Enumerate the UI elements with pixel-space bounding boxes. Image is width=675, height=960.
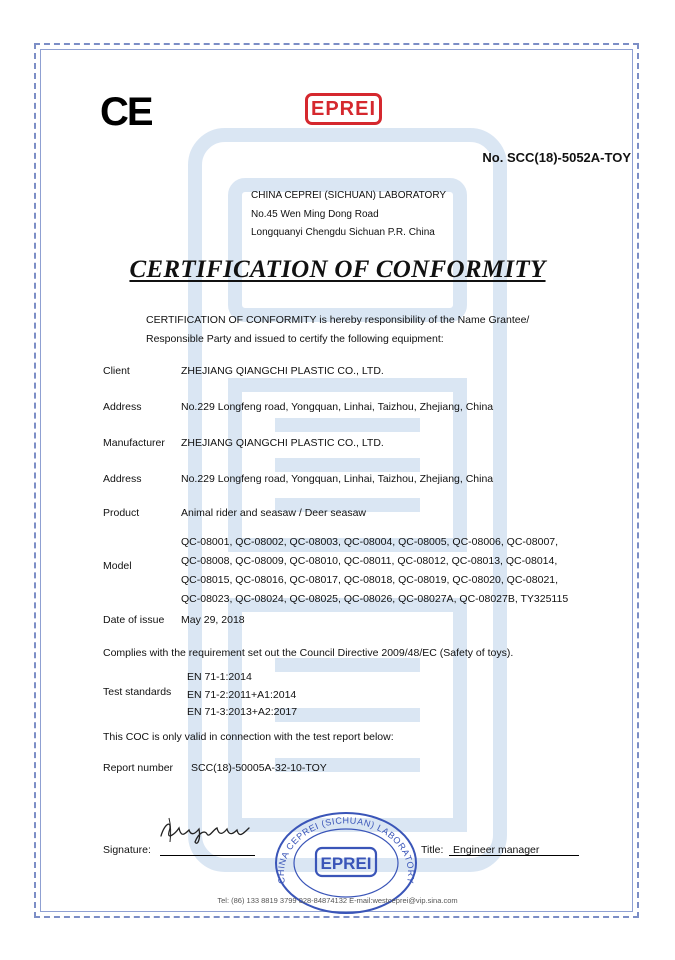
stamp-ring-text: CHINA CEPREI (SICHUAN) LABORATORY bbox=[275, 815, 417, 885]
validity-statement: This COC is only valid in connection with the test report below: bbox=[103, 731, 394, 743]
title-label: Title: bbox=[421, 844, 444, 856]
date-value: May 29, 2018 bbox=[181, 614, 245, 626]
handwritten-signature bbox=[155, 812, 255, 850]
intro-line: CERTIFICATION OF CONFORMITY is hereby responsibility of the Name Grantee/ bbox=[146, 314, 530, 326]
lab-line: No.45 Wen Ming Dong Road bbox=[251, 208, 379, 220]
standard-item: EN 71-2:2011+A1:2014 bbox=[187, 688, 297, 701]
ce-mark: CE bbox=[100, 90, 152, 134]
model-list bbox=[181, 533, 568, 609]
laboratory-address bbox=[251, 187, 446, 243]
compliance-statement: Complies with the requirement set out the Council Directive 2009/48/EC (Safety of toys). bbox=[103, 647, 514, 659]
report-number-label: Report number bbox=[103, 762, 174, 774]
address-value: No.229 Longfeng road, Yongquan, Linhai, Taizhou, Zhejiang, China bbox=[181, 401, 494, 413]
stamp-center-text: EPREI bbox=[320, 854, 372, 873]
product-label: Product bbox=[103, 507, 140, 519]
date-label: Date of issue bbox=[103, 614, 165, 626]
standard-item: EN 71-3:2013+A2:2017 bbox=[187, 706, 298, 718]
lab-line: Longquanyi Chengdu Sichuan P.R. China bbox=[251, 227, 435, 238]
client-value: ZHEJIANG QIANGCHI PLASTIC CO., LTD. bbox=[181, 365, 384, 377]
signature-label: Signature: bbox=[103, 844, 151, 856]
certificate-number: No. SCC(18)-5052A-TOY bbox=[482, 150, 631, 165]
standard-item: EN 71-1:2014 bbox=[187, 671, 252, 683]
model-line: QC-08001, QC-08002, QC-08003, QC-08004, QC-08005, QC-08006, QC-08007, bbox=[181, 536, 559, 548]
intro-text bbox=[146, 311, 529, 348]
model-line: QC-08015, QC-08016, QC-08017, QC-08018, QC-08019, QC-08020, QC-08021, bbox=[181, 574, 559, 586]
title-value: Engineer manager bbox=[453, 844, 540, 856]
test-standards-list bbox=[187, 669, 297, 722]
ceprei-logo: EPREI bbox=[305, 93, 382, 125]
title-line bbox=[449, 855, 579, 856]
model-label: Model bbox=[103, 560, 132, 572]
footer-contact: Tel: (86) 133 8819 3799 028-84874132 E-mail:westceprei@vip.sina.com bbox=[217, 896, 458, 905]
model-line: QC-08023, QC-08024, QC-08025, QC-08026, QC-08027A, QC-08027B, TY325115 bbox=[181, 593, 569, 605]
manufacturer-address-value: No.229 Longfeng road, Yongquan, Linhai, Taizhou, Zhejiang, China bbox=[181, 473, 494, 485]
address-label: Address bbox=[103, 401, 142, 413]
lab-line: CHINA CEPREI (SICHUAN) LABORATORY bbox=[251, 190, 447, 201]
product-value: Animal rider and seasaw / Deer seasaw bbox=[181, 507, 367, 519]
model-line: QC-08008, QC-08009, QC-08010, QC-08011, QC-08012, QC-08013, QC-08014, bbox=[181, 555, 558, 567]
manufacturer-address-label: Address bbox=[103, 473, 142, 485]
test-standards-label: Test standards bbox=[103, 686, 172, 698]
signature-line bbox=[160, 855, 255, 856]
intro-line: Responsible Party and issued to certify the following equipment: bbox=[146, 332, 444, 345]
report-number-value: SCC(18)-50005A-32-10-TOY bbox=[191, 762, 327, 774]
client-label: Client bbox=[103, 365, 130, 377]
certificate-title: CERTIFICATION OF CONFORMITY bbox=[129, 256, 546, 283]
manufacturer-value: ZHEJIANG QIANGCHI PLASTIC CO., LTD. bbox=[181, 437, 384, 449]
manufacturer-label: Manufacturer bbox=[103, 437, 165, 449]
